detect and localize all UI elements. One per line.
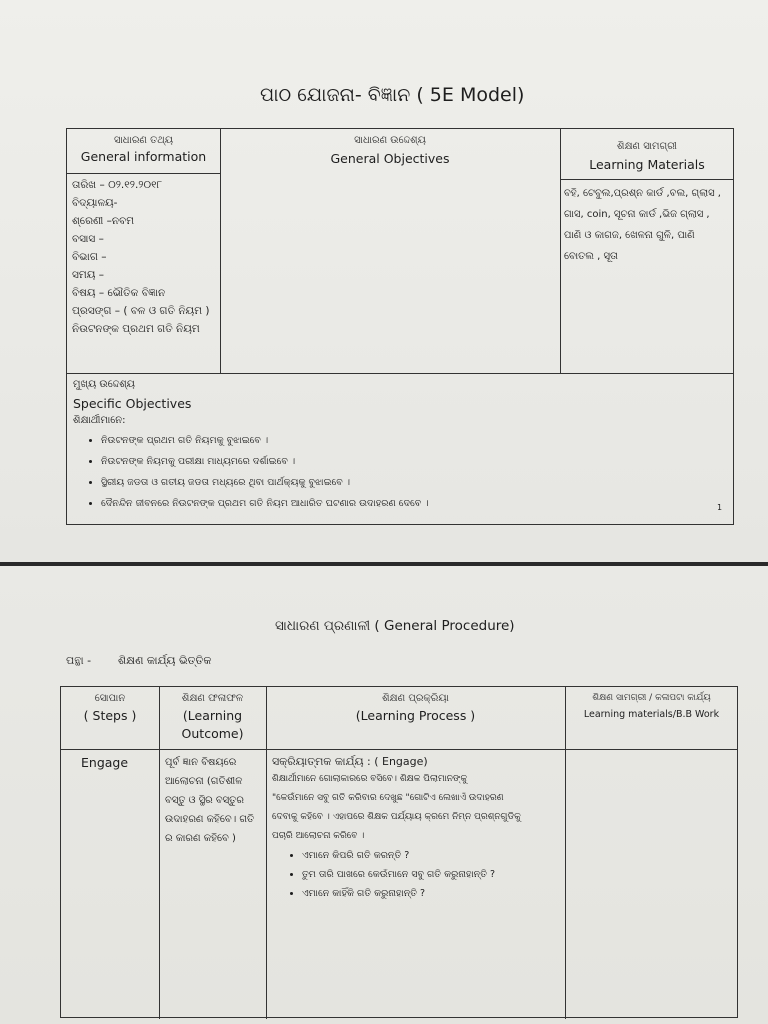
specific-objectives-en: Specific Objectives bbox=[73, 396, 192, 411]
col-learning-materials-od: ଶିକ୍ଷଣ ସାମଗ୍ରୀ bbox=[617, 141, 677, 152]
specific-objectives-section bbox=[73, 377, 723, 514]
outcome-line: ପୂର୍ବ ଜ୍ଞାନ ବିଷୟରେ bbox=[165, 757, 237, 768]
outcome-line: ର କାରଣ କହିବେ ) bbox=[165, 833, 236, 844]
col-steps-en: ( Steps ) bbox=[83, 708, 137, 723]
col-general-info-en: General information bbox=[80, 149, 207, 164]
process-line: ପଚାରି ଆଲୋଚନା କରିବେ । bbox=[272, 831, 365, 841]
col-outcome-en2: Outcome) bbox=[181, 726, 244, 741]
objective-item: • ନିଉଟନଙ୍କ ନିୟମକୁ ପରୀକ୍ଷା ମାଧ୍ୟମରେ ଦର୍ଶାଇବେ । bbox=[101, 451, 723, 472]
material-line: ଗାସ, coin, ସୂଚନା କାର୍ଡ ,ଭିଜ ଗ୍ଲାସ , bbox=[564, 209, 710, 220]
info-class: ଶ୍ରେଣୀ –ନବମ bbox=[72, 215, 135, 227]
info-subject: ବିଷୟ – ଭୌତିକ ବିଜ୍ଞାନ bbox=[72, 287, 166, 299]
question-item: • ଏମାନେ କାହିଁକି ଗତି କରୁନାହାନ୍ତି ? bbox=[302, 884, 562, 903]
process-questions bbox=[272, 846, 562, 903]
general-info-list bbox=[72, 176, 218, 338]
method-value: ଶିକ୍ଷଣ କାର୍ଯ୍ୟ ଭିତ୍ତିକ bbox=[118, 654, 212, 667]
specific-objectives-list bbox=[73, 430, 723, 514]
material-line: ବୋତଲ , ସୂତା bbox=[564, 251, 618, 262]
question-item: • ଏମାନେ କିପରି ଗତି କରନ୍ତି ? bbox=[302, 846, 562, 865]
info-division: ବିଭାଗ – bbox=[72, 251, 107, 263]
process-heading: ସକ୍ରିୟାତ୍ମକ କାର୍ଯ୍ୟ : ( Engage) bbox=[272, 755, 428, 768]
specific-objectives-intro: ଶିକ୍ଷାର୍ଥୀମାନେ: bbox=[73, 415, 126, 426]
page-title: ପାଠ ଯୋଜନା- ବିଜ୍ଞାନ ( 5E Model) bbox=[260, 84, 525, 106]
engage-process bbox=[272, 753, 562, 903]
learning-materials-list bbox=[564, 183, 732, 267]
engage-outcome bbox=[165, 753, 265, 848]
info-school: ବିଦ୍ୟାଳୟ- bbox=[72, 197, 118, 209]
col-learning-materials-en: Learning Materials bbox=[589, 157, 705, 172]
objective-item: • ନିଉଟନଙ୍କ ପ୍ରଥମ ଗତି ନିୟମକୁ ବୁଝାଇବେ । bbox=[101, 430, 723, 451]
procedure-table bbox=[60, 686, 738, 1018]
col-process-od: ଶିକ୍ଷଣ ପ୍ରକ୍ରିୟା bbox=[382, 693, 449, 704]
info-time: ସମୟ – bbox=[72, 269, 104, 281]
material-line: ପାଣି ଓ କାଗଜ, ଖେଳନା ଗୁଳି, ପାଣି bbox=[564, 230, 695, 241]
info-subtopic: ନିଉଟନଙ୍କ ପ୍ରଥମ ଗତି ନିୟମ bbox=[72, 323, 200, 335]
method-label: ପନ୍ଥା - bbox=[66, 654, 92, 667]
col-steps-od: ସୋପାନ bbox=[94, 693, 126, 704]
specific-objectives-od: ମୁଖ୍ୟ ଉଦ୍ଦେଶ୍ୟ bbox=[73, 379, 135, 390]
info-topic: ପ୍ରସଙ୍ଗ – ( ବଳ ଓ ଗତି ନିୟମ ) bbox=[72, 305, 210, 317]
lesson-plan-page-2 bbox=[0, 566, 768, 1024]
process-text bbox=[272, 770, 562, 846]
col-general-info-od: ସାଧାରଣ ତଥ୍ୟ bbox=[113, 135, 174, 146]
process-line: "କେଉଁମାନେ ସବୁ ଗତି କରିବାର ଦେଖୁଛ "ଗୋଟିଏ ଲେଖାଏଁ ଉଦାହରଣ bbox=[272, 793, 504, 803]
step-engage: Engage bbox=[81, 755, 129, 770]
outcome-line: ଆଲୋଚନା (ଗତିଶୀଳ bbox=[165, 776, 243, 787]
col-general-objectives-od: ସାଧାରଣ ଉଦ୍ଦେଶ୍ୟ bbox=[354, 135, 426, 146]
objective-item: • ଦୈନନ୍ଦିନ ଜୀବନରେ ନିଉଟନଙ୍କ ପ୍ରଥମ ଗତି ନିୟମ ଆଧାରିତ ଘଟଣାର ଉଦାହରଣ ଦେବେ । bbox=[101, 493, 723, 514]
col-outcome-en1: (Learning bbox=[182, 708, 243, 723]
question-item: • ତୁମ ତାରି ପାଖରେ କେଉଁମାନେ ସବୁ ଗତି କରୁନାହାନ୍ତି ? bbox=[302, 865, 562, 884]
process-line: ଶିକ୍ଷାର୍ଥୀମାନେ ଗୋଲାକାରରେ ବସିବେ। ଶିକ୍ଷକ ପିଲାମାନଙ୍କୁ bbox=[272, 774, 468, 784]
col-general-objectives-en: General Objectives bbox=[330, 151, 450, 166]
procedure-title: ସାଧାରଣ ପ୍ରଣାଳୀ ( General Procedure) bbox=[275, 618, 515, 634]
col-materials-od: ଶିକ୍ଷଣ ସାମଗ୍ରୀ / କଳାପଟା କାର୍ଯ୍ୟ bbox=[592, 693, 711, 703]
outcome-line: ବସ୍ତୁ ଓ ସ୍ଥିର ବସ୍ତୁର bbox=[165, 795, 244, 806]
material-line: ବହି, ଟେବୁଲ,ପ୍ରଶ୍ନ କାର୍ଡ ,ବଲ, ଗ୍ଲାସ , bbox=[564, 188, 721, 199]
objective-item: • ସ୍ଥିରୀୟ ଜଡତା ଓ ଗତୀୟ ଜଡତା ମଧ୍ୟରେ ଥିବା ପାର୍ଥକ୍ୟକୁ ବୁଝାଇବେ । bbox=[101, 472, 723, 493]
general-info-table bbox=[66, 128, 734, 525]
outcome-line: ଉଦାହରଣ କହିବେ। ଗତି bbox=[165, 814, 255, 825]
col-outcome-od: ଶିକ୍ଷଣ ଫଳାଫଳ bbox=[181, 693, 244, 704]
col-materials-en: Learning materials/B.B Work bbox=[583, 709, 720, 720]
page-number: 1 bbox=[717, 503, 723, 512]
col-process-en: (Learning Process ) bbox=[355, 708, 476, 723]
info-date: ତାରିଖ – ୦୨.୧୨.୨୦୧୮ bbox=[72, 179, 163, 191]
info-section: ବସାସ – bbox=[72, 233, 104, 245]
process-line: ଦେବାକୁ କହିବେ । ଏହାପରେ ଶିକ୍ଷକ ପର୍ଯ୍ୟାୟ କ୍ରମେ ନିମ୍ନ ପ୍ରଶ୍ନଗୁଡିକୁ bbox=[272, 812, 521, 822]
